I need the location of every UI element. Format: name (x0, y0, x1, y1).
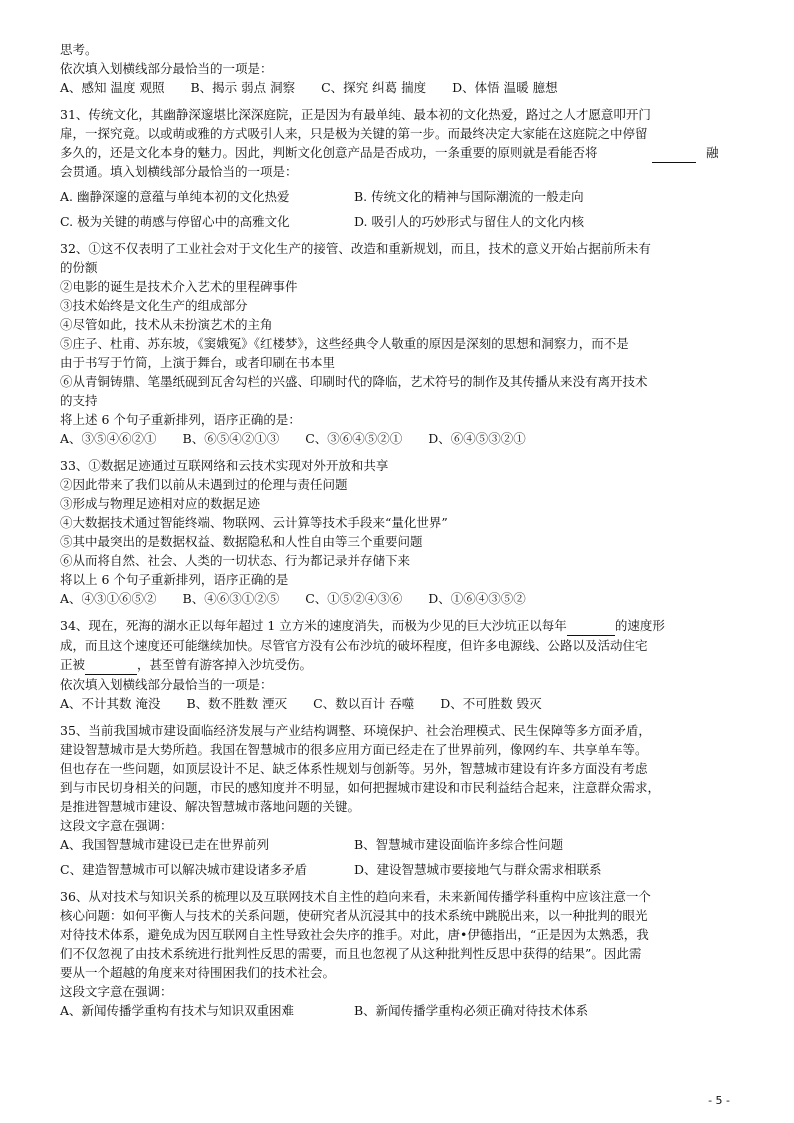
text-line (60, 616, 740, 636)
option-a: A、③⑤④⑥②① (60, 431, 157, 446)
text-line: 对待技术体系，避免成为因互联网自主性导致社会失序的推手。对此，唐•伊德指出，“正是因为太熟悉，我 (60, 927, 649, 942)
option-b: B、⑥⑤④②①③ (182, 431, 280, 446)
text-line: 35、当前我国城市建设面临经济发展与产业结构调整、环境保护、社会治理模式、民生保障等多方面矛盾， (60, 723, 651, 738)
text-line: 核心问题：如何平衡人与技术的关系问题，使研究者从沉浸其中的技术系统中跳脱出来，以一种批判的眼光 (60, 908, 648, 923)
text-line: 将以上 6 个句子重新排列，语序正确的是 (60, 572, 289, 587)
fill-blank (652, 143, 696, 163)
text-line-part: 34、现在，死海的湖水正以每年超过 1 立方米的速度消失，而极为少见的巨大沙坑正以每年 (60, 618, 567, 633)
option-a: A、感知 温度 观照 (60, 80, 165, 95)
question-34 (60, 616, 740, 713)
option-c: C、建造智慧城市可以解决城市建设诸多矛盾 (60, 862, 308, 877)
question-36 (60, 887, 740, 1020)
text-line-part: 的速度形 (614, 618, 665, 633)
text-line: 多久的，还是文化本身的魅力。因此，判断文化创意产品是否成功，一条重要的原则就是看能否将 (60, 145, 598, 160)
text-line: ②因此带来了我们以前从未遇到过的伦理与责任问题 (60, 477, 348, 492)
option-c: C. 极为关键的萌感与停留心中的高雅文化 (60, 214, 290, 229)
option-a: A、不计其数 淹没 (60, 696, 161, 711)
option-b: B、④⑥③①②⑤ (182, 591, 280, 606)
text-line: 32、①这不仅表明了工业社会对于文化生产的接管、改造和重新规划，而且，技术的意义开始占据前所未有 (60, 241, 651, 256)
text-line: 建设智慧城市是大势所趋。我国在智慧城市的很多应用方面已经走在了世界前列，像网约车、共享单车等。 (60, 742, 648, 757)
answer-options (60, 589, 740, 608)
text-line-part: 会贯通。填入划横线部分最恰当的一项是： (60, 164, 298, 179)
text-line: 36、从对技术与知识关系的梳理以及互联网技术自主性的趋向来看，未来新闻传播学科重构中应该注意一个 (60, 889, 651, 904)
option-d: D、⑥④⑤③②① (428, 431, 526, 446)
text-line: 是推进智慧城市建设、解决智慧城市落地问题的关键。 (60, 799, 361, 814)
text-line: ③形成与物理足迹相对应的数据足迹 (60, 496, 261, 511)
text-line: ⑥从而将自然、社会、人类的一切状态、行为都记录并存储下来 (60, 553, 411, 568)
option-c: C、探究 纠葛 揣度 (321, 80, 427, 95)
text-line: 的份额 (60, 260, 98, 275)
option-a: A. 幽静深邃的意蕴与单纯本初的文化热爱 (60, 189, 290, 204)
option-b: B. 传统文化的精神与国际潮流的一般走向 (353, 189, 584, 204)
text-line: ②电影的诞生是技术介入艺术的里程碑事件 (60, 279, 298, 294)
text-line: 的支持 (60, 393, 98, 408)
answer-options (60, 212, 740, 231)
answer-options (60, 835, 740, 854)
text-line: ④尽管如此，技术从未扮演艺术的主角 (60, 317, 273, 332)
text-line: 这段文字意在强调： (60, 818, 173, 833)
text-line: 们不仅忽视了由技术系统进行批判性反思的需要，而且也忽视了从这种批判性反思中获得的结果”。因此需 (60, 946, 642, 961)
answer-options (60, 1001, 740, 1020)
text-line: ⑥从青铜铸鼎、笔墨纸砚到瓦舍勾栏的兴盛、印刷时代的降临，艺术符号的制作及其传播从来没有离开技术 (60, 374, 648, 389)
answer-options (60, 860, 740, 879)
text-line: ③技术始终是文化生产的组成部分 (60, 298, 248, 313)
option-d: D、不可胜数 毁灭 (440, 696, 542, 711)
text-line: 由于书写于竹简，上演于舞台，或者印刷在书本里 (60, 355, 336, 370)
text-line: 这段文字意在强调： (60, 984, 173, 999)
text-line: 到与市民切身相关的问题，市民的感知度并不明显，如何把握城市建设和市民利益结合起来，注意群众需求， (60, 780, 661, 795)
option-b: B、揭示 弱点 洞察 (190, 80, 296, 95)
question-32 (60, 239, 740, 448)
text-line: 依次填入划横线部分最恰当的一项是： (60, 61, 273, 76)
text-line: ④大数据技术通过智能终端、物联网、云计算等技术手段来“量化世界” (60, 515, 448, 530)
option-b: B、数不胜数 湮灭 (186, 696, 288, 711)
option-d: D、建设智慧城市要接地气与群众需求相联系 (353, 862, 602, 877)
question-35 (60, 721, 740, 879)
answer-options (60, 187, 740, 206)
answer-options (60, 429, 740, 448)
text-line: ⑤其中最突出的是数据权益、数据隐私和人性自由等三个重要问题 (60, 534, 423, 549)
option-c: C、①⑤②④③⑥ (305, 591, 403, 606)
option-d: D、体悟 温暖 臆想 (452, 80, 558, 95)
option-a: A、④③①⑥⑤② (60, 591, 157, 606)
question-30-tail (60, 40, 740, 97)
blank-tail: 融 (705, 145, 719, 160)
text-line (60, 655, 740, 675)
option-d: D、①⑥④③⑤② (428, 591, 526, 606)
text-line: 31、传统文化，其幽静深邃堪比深深庭院，正是因为有最单纯、最本初的文化热爱，路过之人才愿意叩开门 (60, 107, 651, 122)
option-a: A、新闻传播学重构有技术与知识双重困难 (60, 1003, 295, 1018)
answer-options (60, 78, 740, 97)
option-c: C、数以百计 吞噬 (313, 696, 415, 711)
text-line: 扉，一探究竟。以或萌或雅的方式吸引人来，只是极为关键的第一步。而最终决定大家能在这庭院之中停留 (60, 126, 648, 141)
fill-blank (567, 616, 615, 636)
text-line-part: ，甚至曾有游客掉入沙坑受伤。 (137, 657, 313, 672)
option-d: D. 吸引人的巧妙形式与留住人的文化内核 (353, 214, 585, 229)
text-line: 将上述 6 个句子重新排列，语序正确的是： (60, 412, 301, 427)
text-line: 但也存在一些问题，如顶层设计不足、缺乏体系性规划与创新等。另外，智慧城市建设有许多方面没有考虑 (60, 761, 648, 776)
text-line: 依次填入划横线部分最恰当的一项是： (60, 677, 273, 692)
text-line: 思考。 (60, 42, 98, 57)
option-a: A、我国智慧城市建设已走在世界前列 (60, 837, 270, 852)
page-number: - 5 - (708, 1094, 730, 1107)
option-c: C、③⑥④⑤②① (305, 431, 403, 446)
text-line: 成，而且这个速度还可能继续加快。尽管官方没有公布沙坑的破坏程度，但许多电源线、公路以及活动住宅 (60, 638, 648, 653)
text-line: 33、①数据足迹通过互联网络和云技术实现对外开放和共享 (60, 458, 389, 473)
fill-blank (85, 655, 137, 675)
option-b: B、智慧城市建设面临许多综合性问题 (353, 837, 564, 852)
question-33 (60, 456, 740, 608)
option-b: B、新闻传播学重构必须正确对待技术体系 (353, 1003, 589, 1018)
text-line-part: 正被 (60, 657, 86, 672)
text-line: 要从一个超越的角度来对待围困我们的技术社会。 (60, 965, 336, 980)
text-line: ⑤庄子、杜甫、苏东坡，《窦娥冤》《红楼梦》，这些经典令人敬重的原因是深刻的思想和洞察力，而不是 (60, 336, 629, 351)
question-31 (60, 105, 740, 231)
exam-page (60, 40, 740, 1020)
answer-options (60, 694, 740, 713)
